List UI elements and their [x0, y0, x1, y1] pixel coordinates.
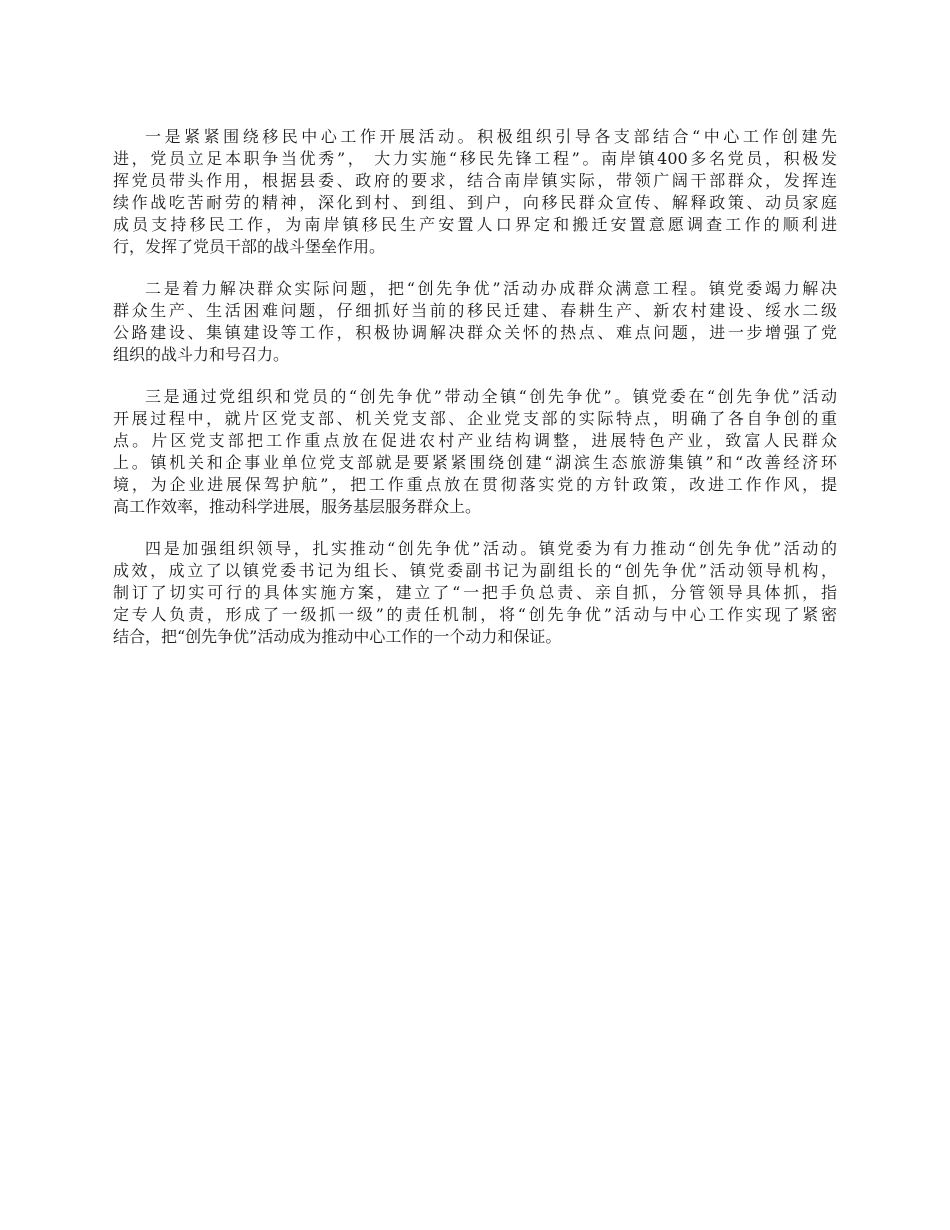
paragraph-line: 公路建设、集镇建设等工作，积极协调解决群众关怀的热点、难点问题，进一步增强了党 [113, 323, 837, 342]
paragraph-line: 境，为企业进展保驾护航”，把工作重点放在贯彻落实党的方针政策，改进工作作风，提 [113, 475, 837, 494]
paragraph-line: 上。镇机关和企事业单位党支部就是要紧紧围绕创建“湖滨生态旅游集镇”和“改善经济环 [113, 453, 837, 472]
paragraph-line: 续作战吃苦耐劳的精神，深化到村、到组、到户，向移民群众宣传、解释政策、动员家庭 [113, 193, 837, 212]
paragraph-line: 行，发挥了党员干部的战斗堡垒作用。 [113, 237, 386, 256]
paragraph-3 [113, 386, 837, 518]
paragraph-line: 群众生产、生活困难问题，仔细抓好当前的移民迁建、春耕生产、新农村建设、绥水二级 [113, 301, 837, 320]
paragraph-line: 定专人负责，形成了一级抓一级”的责任机制，将“创先争优”活动与中心工作实现了紧密 [113, 605, 837, 624]
paragraph-4 [113, 538, 837, 648]
paragraph-line: 结合，把“创先争优”活动成为推动中心工作的一个动力和保证。 [113, 627, 562, 646]
paragraph-line: 二是着力解决群众实际问题，把“创先争优”活动办成群众满意工程。镇党委竭力解决 [145, 279, 837, 298]
paragraph-line: 成员支持移民工作，为南岸镇移民生产安置人口界定和搬迁安置意愿调查工作的顺利进 [113, 215, 837, 234]
paragraph-line: 进，党员立足本职争当优秀”， 大力实施“移民先锋工程”。南岸镇400多名党员，积极发 [113, 149, 837, 168]
paragraph-line: 高工作效率，推动科学进展，服务基层服务群众上。 [113, 497, 482, 516]
paragraph-line: 四是加强组织领导，扎实推动“创先争优”活动。镇党委为有力推动“创先争优”活动的 [145, 539, 837, 558]
paragraph-line: 制订了切实可行的具体实施方案，建立了“一把手负总责、亲自抓，分管领导具体抓，指 [113, 583, 837, 602]
paragraph-line: 组织的战斗力和号召力。 [113, 345, 290, 364]
paragraph-1 [113, 126, 837, 258]
paragraph-line: 一是紧紧围绕移民中心工作开展活动。积极组织引导各支部结合“中心工作创建先 [145, 127, 837, 146]
paragraph-line: 开展过程中，就片区党支部、机关党支部、企业党支部的实际特点，明确了各自争创的重 [113, 409, 837, 428]
paragraph-2 [113, 278, 837, 366]
paragraph-line: 成效，成立了以镇党委书记为组长、镇党委副书记为副组长的“创先争优”活动领导机构， [113, 561, 837, 580]
paragraph-line: 三是通过党组织和党员的“创先争优”带动全镇“创先争优”。镇党委在“创先争优”活动 [145, 387, 837, 406]
document-body [113, 126, 837, 668]
paragraph-line: 点。片区党支部把工作重点放在促进农村产业结构调整，进展特色产业，致富人民群众 [113, 431, 837, 450]
paragraph-line: 挥党员带头作用，根据县委、政府的要求，结合南岸镇实际，带领广阔干部群众，发挥连 [113, 171, 837, 190]
